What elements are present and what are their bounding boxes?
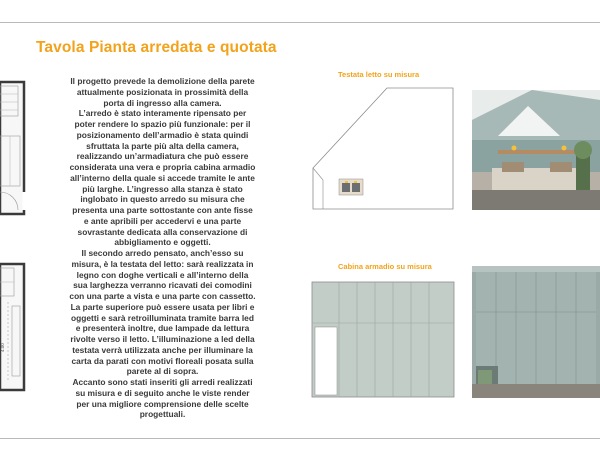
description-line: abbigliamento e oggetti. bbox=[114, 237, 211, 248]
description-line: all’interno della quale si accede tramite le ante bbox=[70, 172, 255, 183]
description-line: attualmente posizionata in prossimità della bbox=[76, 86, 249, 97]
description-line: rivolte verso il letto. L’illuminazione a led della bbox=[70, 334, 255, 344]
description-line: per una migliore comprensione delle scelte bbox=[76, 398, 249, 409]
description-line: e ante apribili per accedervi e una parte bbox=[83, 215, 242, 226]
description-line: Il secondo arredo pensato, anch’esso su bbox=[81, 248, 244, 258]
description-line: presenta una parte sottostante con ante fisse bbox=[72, 205, 253, 215]
plan-dimension-label: 4.00 bbox=[0, 343, 5, 352]
description-line: porta di ingresso alla camera. bbox=[103, 97, 222, 108]
top-rule bbox=[0, 22, 600, 23]
description-line: testata verrà utilizzata anche per illuminare la bbox=[72, 344, 253, 355]
description-line: e presenterà inoltre, due lampade da lettura bbox=[75, 323, 250, 334]
description-line: parete al di sopra. bbox=[126, 366, 199, 377]
headboard-caption: Testata letto su misura bbox=[338, 70, 420, 79]
wardrobe-caption: Cabina armadio su misura bbox=[338, 262, 432, 271]
page-title: Tavola Pianta arredata e quotata bbox=[36, 39, 277, 56]
description-line: inglobato in questo arredo su misura che bbox=[80, 194, 245, 205]
project-description bbox=[50, 76, 275, 420]
description-line: realizzando un’armadiatura che può essere bbox=[76, 151, 249, 162]
bedroom-render bbox=[472, 90, 600, 210]
description-line: considerata una vera e propria cabina armadio bbox=[69, 162, 256, 172]
description-line: più larghe. L’ingresso alla stanza è stato bbox=[82, 183, 243, 194]
description-line: sovrastante dedicata alla conservazione di bbox=[77, 226, 248, 237]
description-line: Accanto sono stati inseriti gli arredi realizzati bbox=[72, 377, 253, 387]
description-line: legno con doghe verticali e all’interno della bbox=[76, 269, 249, 280]
description-line: con una parte a vista e una parte con cassetto. bbox=[69, 291, 256, 301]
description-line: oggetti e sarà retroilluminata tramite barra led bbox=[71, 312, 254, 323]
description-line: sfruttata la parte più alta della camera, bbox=[86, 140, 239, 151]
bottom-rule bbox=[0, 438, 600, 439]
description-line: Il progetto prevede la demolizione della parete bbox=[70, 76, 255, 86]
floor-plan-upper bbox=[0, 80, 26, 216]
wardrobe-elevation-drawing bbox=[311, 281, 455, 398]
description-line: carta da parati con motivi floreali posata sulla bbox=[71, 355, 254, 366]
description-line: posizionamento dell’armadio è stata quindi bbox=[76, 129, 249, 140]
description-line: progettuali. bbox=[139, 409, 186, 420]
wardrobe-render bbox=[472, 266, 600, 398]
description-line: poter rendere lo spazio più funzionale: per il bbox=[74, 119, 251, 129]
description-line: misura, è la testata del letto: sarà realizzata in bbox=[71, 258, 254, 269]
description-line: La parte superiore può essere usata per libri e bbox=[70, 301, 255, 312]
description-line: su misura e di seguito anche le viste render bbox=[75, 387, 250, 398]
description-line: sua larghezza verranno ricavati dei comodini bbox=[73, 280, 252, 291]
description-line: L’arredo è stato interamente ripensato per bbox=[78, 108, 247, 119]
floor-plan-lower bbox=[0, 262, 26, 392]
headboard-elevation-drawing bbox=[311, 86, 455, 211]
